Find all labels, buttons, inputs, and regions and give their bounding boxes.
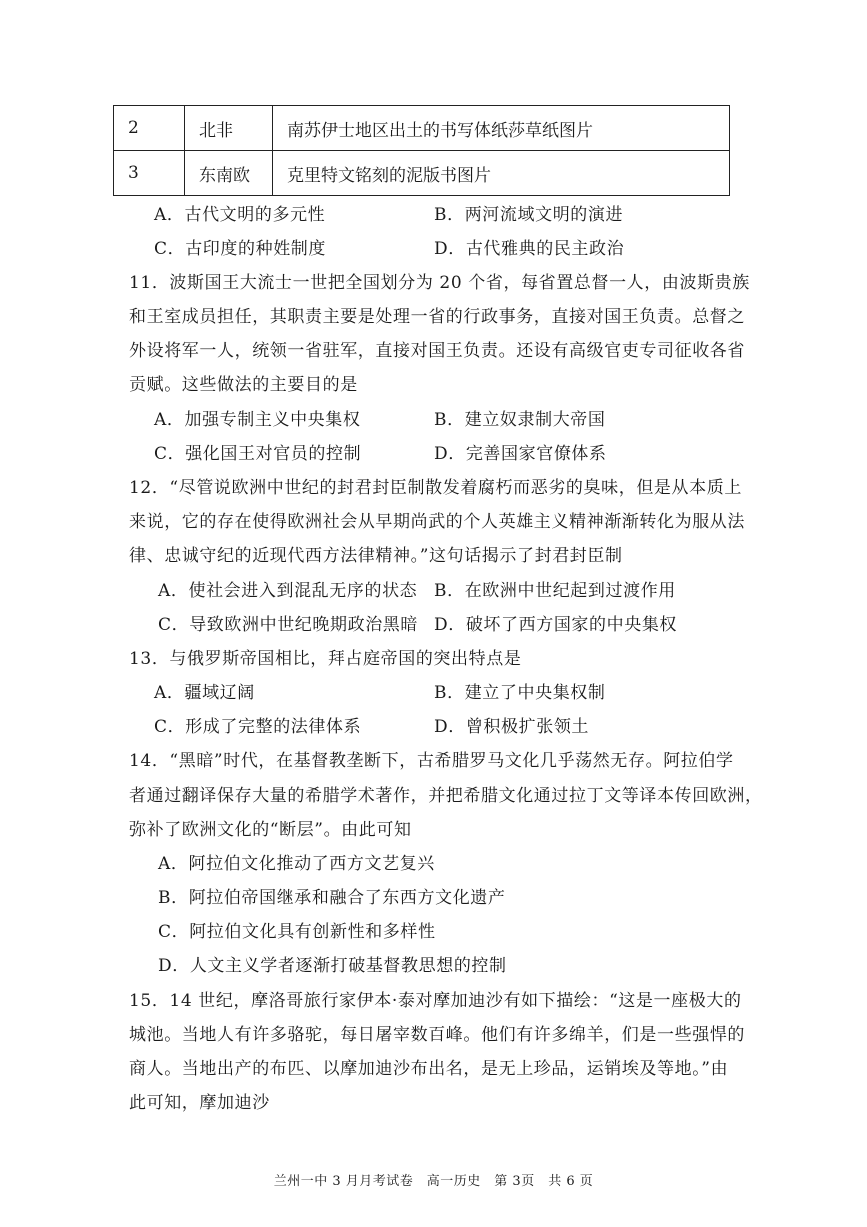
table-row: [114, 106, 730, 151]
q13-stem-line: 13．与俄罗斯帝国相比，拜占庭帝国的突出特点是: [129, 649, 522, 669]
q10-option-d: D．古代雅典的民主政治: [434, 239, 625, 259]
q14-option-a: A．阿拉伯文化推动了西方文艺复兴: [158, 854, 435, 874]
q12-option-c: C．导致欧洲中世纪晚期政治黑暗: [158, 615, 419, 635]
q14-option-d: D．人文主义学者逐渐打破基督教思想的控制: [158, 956, 507, 976]
q14-option-c: C．阿拉伯文化具有创新性和多样性: [158, 922, 436, 942]
q11-stem-line: 和王室成员担任，其职责主要是处理一省的行政事务，直接对国王负责。总督之: [129, 307, 745, 327]
q14-stem-line: 14．“黑暗”时代，在基督教垄断下，古希腊罗马文化几乎荡然无存。阿拉伯学: [129, 751, 734, 771]
q14-option-b: B．阿拉伯帝国继承和融合了东西方文化遗产: [158, 888, 506, 908]
row-region: 北非: [185, 106, 273, 151]
q11-option-d: D．完善国家官僚体系: [434, 444, 607, 464]
q12-stem-line: 来说，它的存在使得欧洲社会从早期尚武的个人英雄主义精神渐渐转化为服从法: [129, 512, 745, 532]
q10-option-a: A．古代文明的多元性: [154, 205, 326, 225]
q12-stem-line: 律、忠诚守纪的近现代西方法律精神。”这句话揭示了封君封臣制: [129, 546, 623, 566]
source-table: [113, 105, 730, 196]
row-number: 2: [114, 106, 185, 151]
q10-option-b: B．两河流域文明的演进: [434, 205, 624, 225]
q12-option-d: D．破坏了西方国家的中央集权: [434, 615, 678, 635]
page-footer: 兰州一中 3 月月考试卷 高一历史 第 3页 共 6 页: [273, 1174, 594, 1189]
row-region: 东南欧: [185, 151, 273, 196]
q13-option-c: C．形成了完整的法律体系: [154, 717, 362, 737]
q11-option-c: C．强化国王对官员的控制: [154, 444, 362, 464]
q10-option-c: C．古印度的种姓制度: [154, 239, 327, 259]
q12-stem-line: 12．“尽管说欧洲中世纪的封君封臣制散发着腐朽而恶劣的臭味，但是从本质上: [129, 478, 742, 498]
q15-stem-line: 此可知，摩加迪沙: [129, 1093, 270, 1113]
q13-option-b: B．建立了中央集权制: [434, 683, 606, 703]
q15-stem-line: 商人。当地出产的布匹、以摩加迪沙布出名，是无上珍品，运销埃及等地。”由: [129, 1059, 729, 1079]
q12-option-b: B．在欧洲中世纪起到过渡作用: [434, 581, 676, 601]
q14-stem-line: 者通过翻译保存大量的希腊学术著作，并把希腊文化通过拉丁文等译本传回欧洲，: [129, 786, 763, 806]
q15-stem-line: 城池。当地人有许多骆驼，每日屠宰数百峰。他们有许多绵羊，们是一些强悍的: [129, 1025, 745, 1045]
q15-stem-line: 15．14 世纪，摩洛哥旅行家伊本·泰对摩加迪沙有如下描绘：“这是一座极大的: [129, 991, 742, 1011]
q13-option-d: D．曾积极扩张领土: [434, 717, 590, 737]
q11-stem-line: 贡赋。这些做法的主要目的是: [129, 375, 358, 395]
q12-option-a: A．使社会进入到混乱无序的状态: [158, 581, 418, 601]
row-content: 南苏伊士地区出土的书写体纸莎草纸图片: [273, 106, 730, 151]
q11-stem-line: 11．波斯国王大流士一世把全国划分为 20 个省，每省置总督一人，由波斯贵族: [129, 273, 750, 293]
table-row: [114, 151, 730, 196]
row-content: 克里特文铭刻的泥版书图片: [273, 151, 730, 196]
q11-option-a: A．加强专制主义中央集权: [154, 410, 361, 430]
q13-option-a: A．疆域辽阔: [154, 683, 255, 703]
q11-option-b: B．建立奴隶制大帝国: [434, 410, 606, 430]
row-number: 3: [114, 151, 185, 196]
q11-stem-line: 外设将军一人，统领一省驻军，直接对国王负责。还设有高级官吏专司征收各省: [129, 341, 745, 361]
q14-stem-line: 弥补了欧洲文化的“断层”。由此可知: [129, 820, 412, 840]
